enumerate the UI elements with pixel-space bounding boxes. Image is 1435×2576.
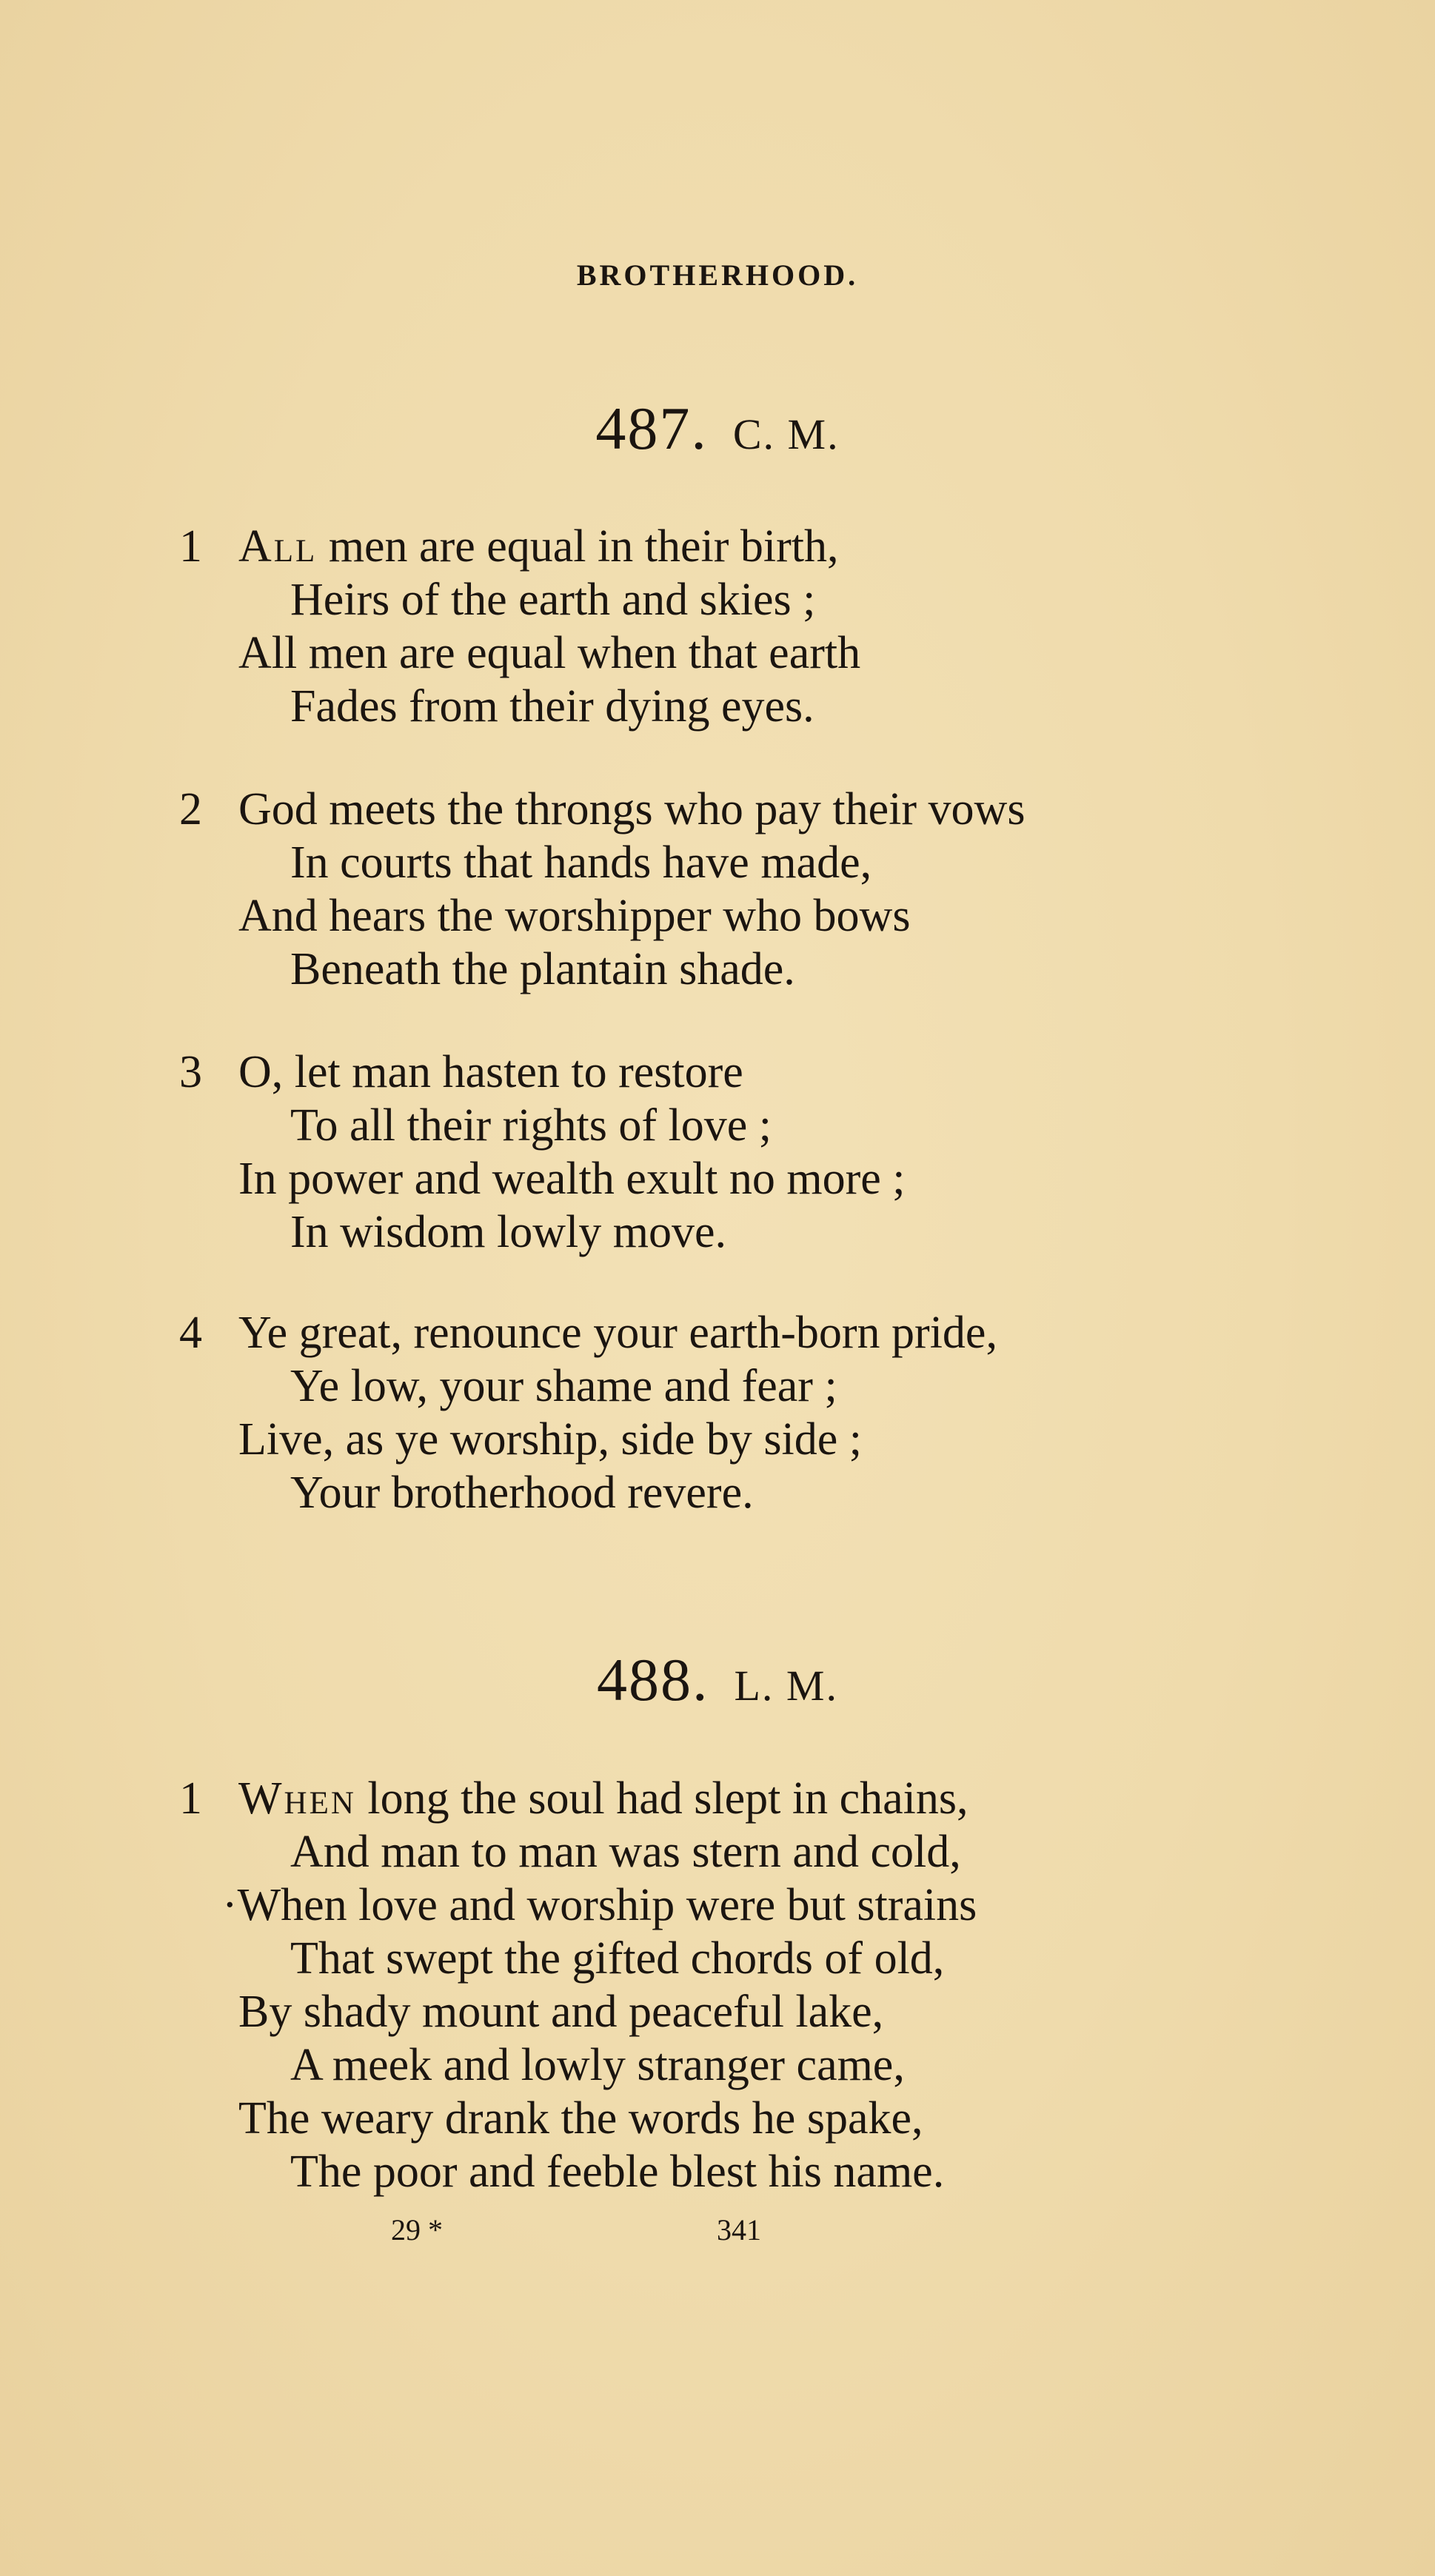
verse-line: ·When love and worship were but strains: [222, 1880, 977, 1930]
verse-line: The poor and feeble blest his name.: [290, 2147, 945, 2197]
verse-line: In power and wealth exult no more ;: [238, 1154, 906, 1204]
page-number: 341: [717, 2213, 761, 2247]
stanza-number: 2: [179, 784, 202, 834]
hymn-meter: L. M.: [734, 1662, 838, 1710]
verse-line: God meets the throngs who pay their vows: [238, 784, 1026, 834]
verse-line: A meek and lowly stranger came,: [290, 2040, 905, 2090]
verse-line: The weary drank the words he spake,: [238, 2093, 923, 2144]
verse-line: In wisdom lowly move.: [290, 1207, 726, 1257]
hymn-number: 488.: [597, 1646, 709, 1713]
verse-line: And hears the worshipper who bows: [238, 891, 911, 941]
verse-line: Beneath the plantain shade.: [290, 944, 795, 994]
verse-line: To all their rights of love ;: [290, 1100, 772, 1151]
verse-line: And man to man was stern and cold,: [290, 1827, 961, 1877]
verse-text: long the soul had slept in chains,: [355, 1773, 969, 1824]
verse-line: By shady mount and peaceful lake,: [238, 1987, 884, 2037]
hymn-number: 487.: [595, 395, 708, 462]
verse-line: [238, 1772, 968, 1825]
stanza-number: 3: [179, 1047, 202, 1097]
verse-line: That swept the gifted chords of old,: [290, 1933, 945, 1984]
verse-line: Heirs of the earth and skies ;: [290, 575, 816, 625]
hymn-heading: [0, 394, 1435, 464]
initial-small-caps: All: [238, 521, 318, 572]
verse-line: Your brotherhood revere.: [290, 1468, 754, 1518]
hymn-heading: [0, 1645, 1435, 1715]
verse-line: In courts that hands have made,: [290, 837, 872, 888]
signature-mark: 29 *: [391, 2213, 443, 2247]
stanza-number: 1: [179, 1773, 202, 1824]
verse-line: All men are equal when that earth: [238, 628, 861, 678]
hymn-meter: C. M.: [732, 410, 840, 458]
running-head: BROTHERHOOD.: [576, 258, 859, 292]
verse-line: Live, as ye worship, side by side ;: [238, 1414, 863, 1465]
initial-small-caps: When: [238, 1773, 356, 1824]
verse-line: O, let man hasten to restore: [238, 1047, 743, 1097]
stanza-number: 4: [179, 1308, 202, 1358]
verse-line: Fades from their dying eyes.: [290, 681, 814, 732]
verse-text: men are equal in their birth,: [317, 521, 839, 572]
verse-line: [238, 520, 838, 573]
stanza-number: 1: [179, 521, 202, 572]
verse-line: Ye great, renounce your earth-born pride,: [238, 1308, 997, 1358]
verse-line: Ye low, your shame and fear ;: [290, 1361, 837, 1411]
